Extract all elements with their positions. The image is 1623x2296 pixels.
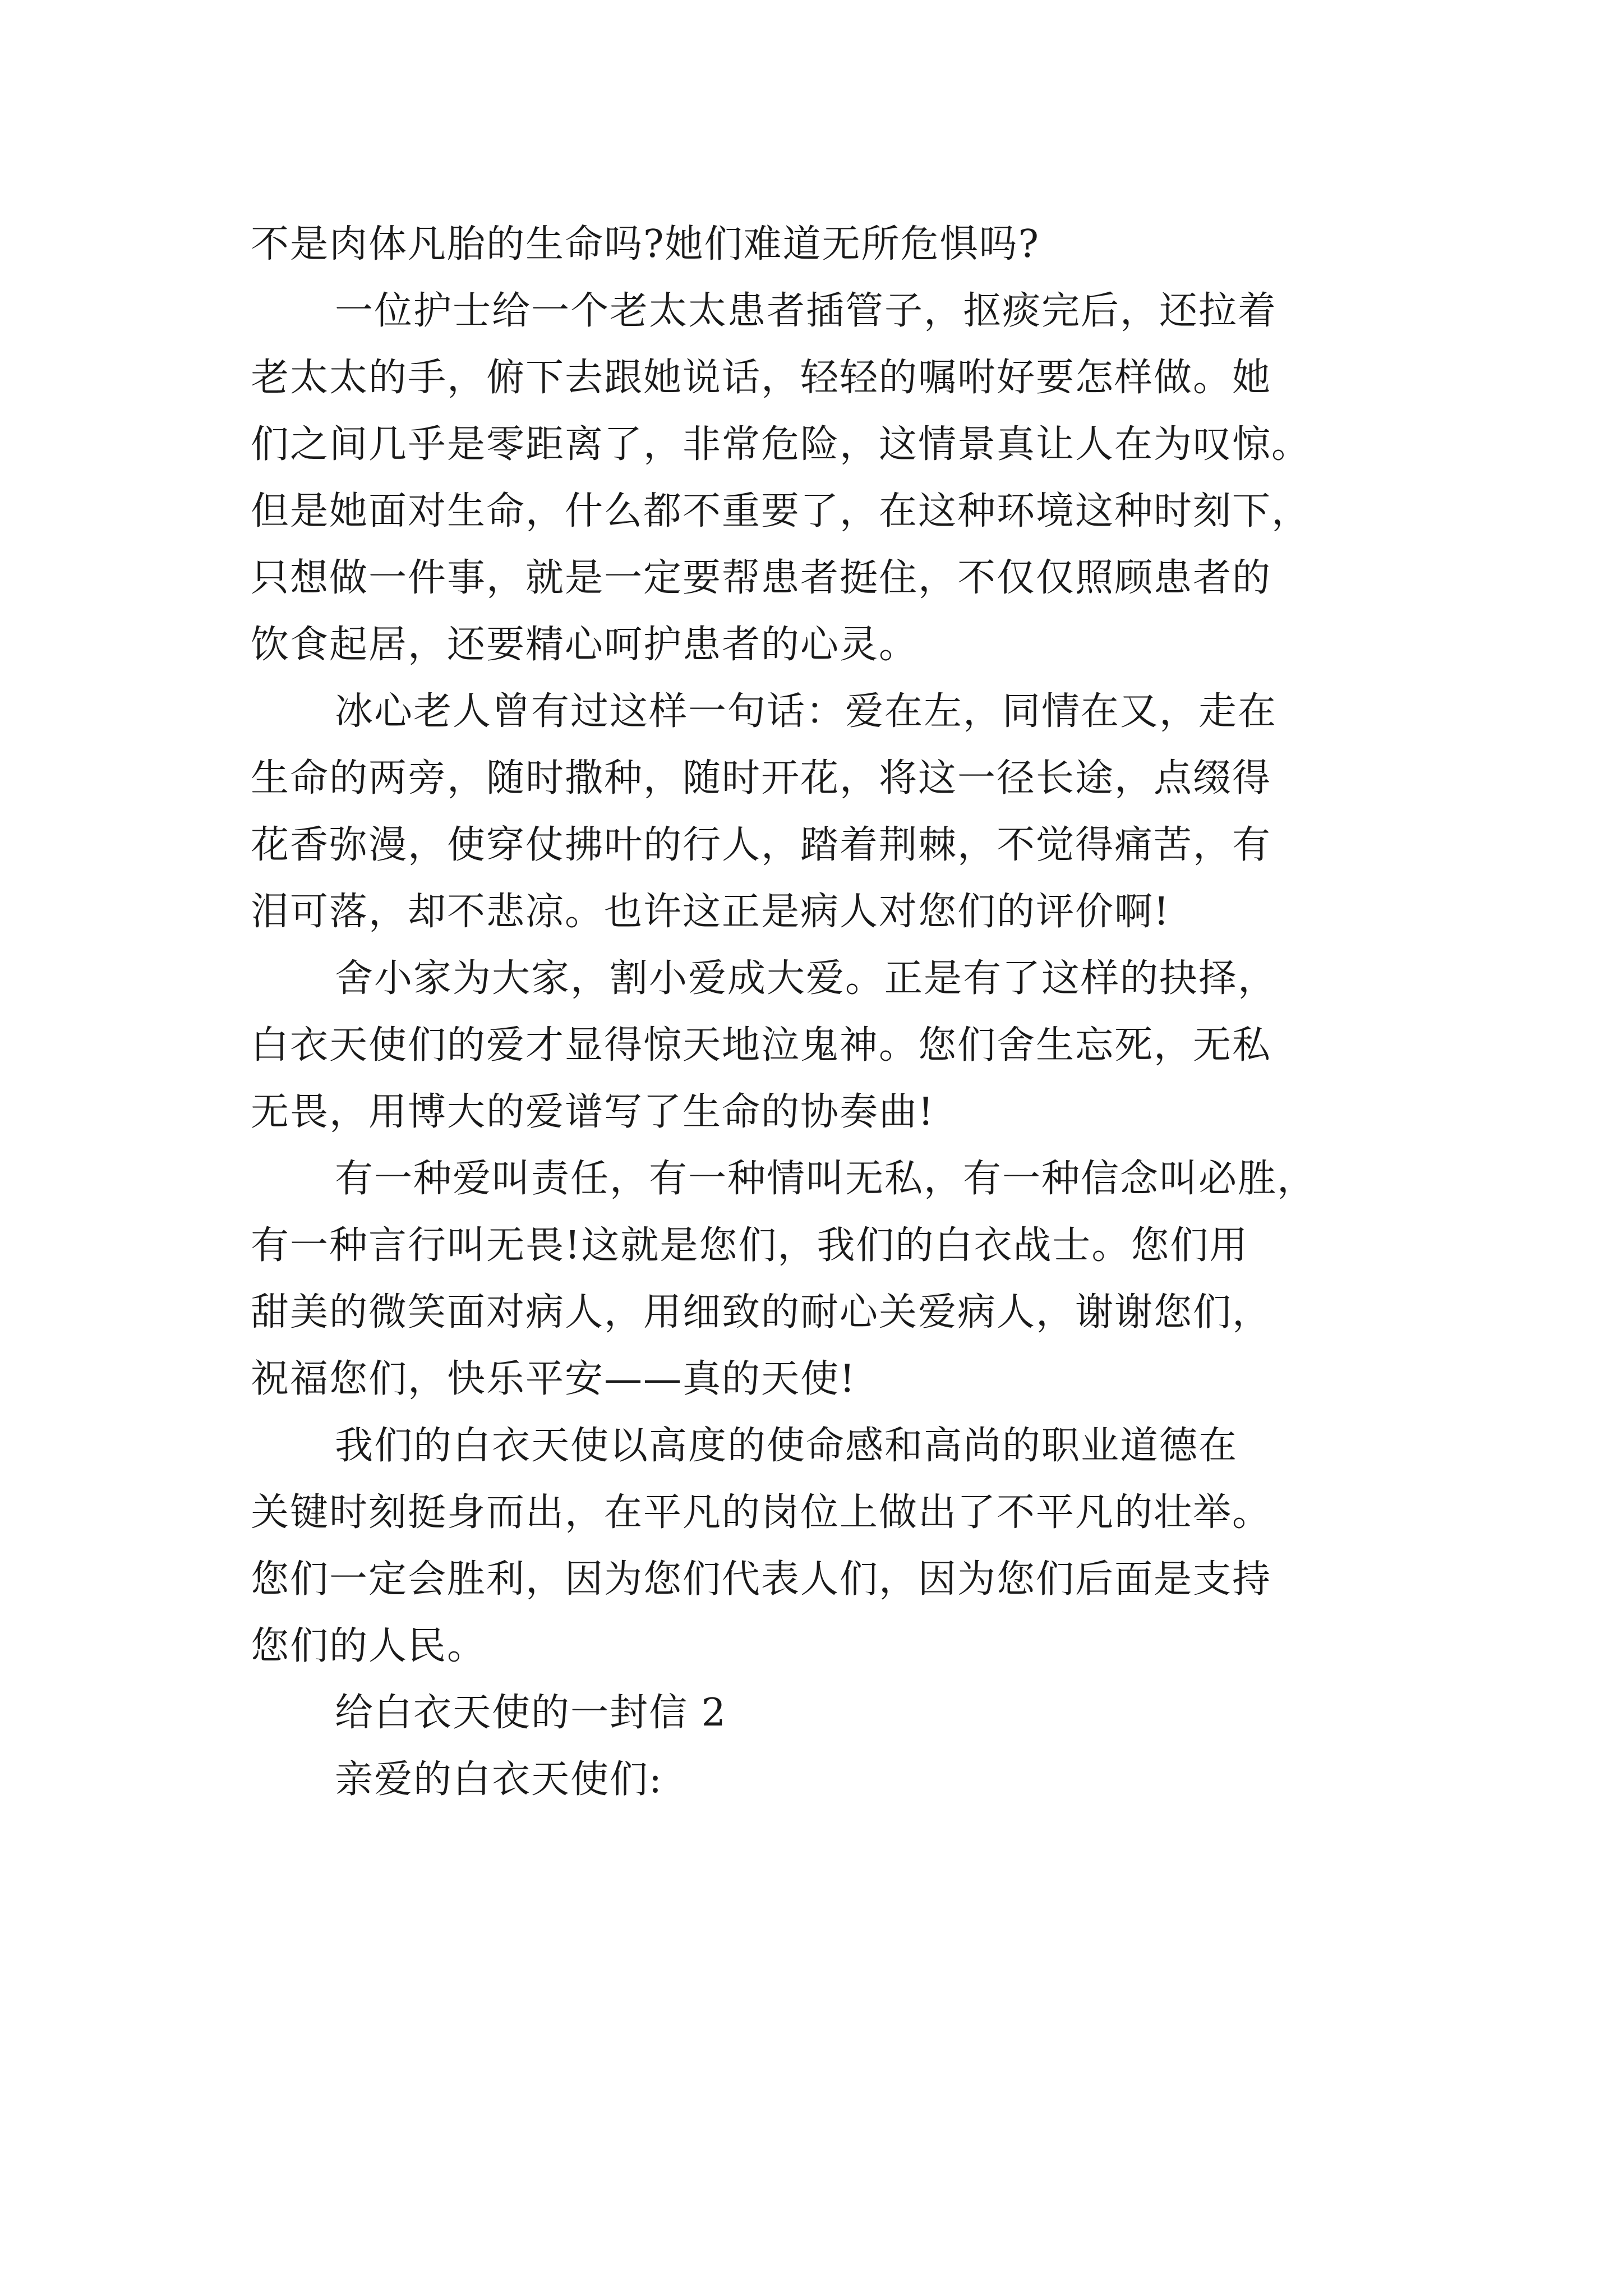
text-line: 您们一定会胜利，因为您们代表人们，因为您们后面是支持 xyxy=(251,1557,1272,1602)
text-line: 一位护士给一个老太太患者插管子，抠痰完后，还拉着 xyxy=(335,289,1278,333)
text-line: 泪可落，却不悲凉。也许这正是病人对您们的评价啊! xyxy=(251,890,1170,934)
text-line: 们之间几乎是零距离了，非常危险，这情景真让人在为叹惊。 xyxy=(251,422,1311,467)
section-heading: 给白衣天使的一封信 2 xyxy=(335,1691,727,1735)
text-line: 冰心老人曾有过这样一句话：爱在左，同情在又，走在 xyxy=(335,689,1278,734)
salutation: 亲爱的白衣天使们: xyxy=(335,1757,663,1802)
text-line: 但是她面对生命，什么都不重要了，在这种环境这种时刻下， xyxy=(251,489,1311,533)
text-line: 祝福您们，快乐平安——真的天使! xyxy=(251,1357,856,1401)
text-line: 您们的人民。 xyxy=(251,1624,487,1668)
text-line: 我们的白衣天使以高度的使命感和高尚的职业道德在 xyxy=(335,1424,1238,1468)
text-line: 不是肉体凡胎的生命吗?她们难道无所危惧吗? xyxy=(251,222,1040,266)
text-line: 生命的两旁，随时撒种，随时开花，将这一径长途，点缀得 xyxy=(251,756,1272,800)
text-line: 无畏，用博大的爱谱写了生命的协奏曲! xyxy=(251,1090,935,1134)
text-line: 花香弥漫，使穿仗拂叶的行人，踏着荆棘，不觉得痛苦，有 xyxy=(251,823,1272,867)
document-body xyxy=(251,211,1372,1813)
text-line: 舍小家为大家，割小爱成大爱。正是有了这样的抉择， xyxy=(335,956,1278,1001)
text-line: 有一种爱叫责任，有一种情叫无私，有一种信念叫必胜， xyxy=(335,1157,1317,1201)
text-line: 白衣天使们的爱才显得惊天地泣鬼神。您们舍生忘死，无私 xyxy=(251,1023,1272,1068)
text-line: 关键时刻挺身而出，在平凡的岗位上做出了不平凡的壮举。 xyxy=(251,1490,1272,1535)
text-line: 有一种言行叫无畏!这就是您们，我们的白衣战士。您们用 xyxy=(251,1223,1249,1268)
text-line: 甜美的微笑面对病人，用细致的耐心关爱病人，谢谢您们， xyxy=(251,1290,1272,1335)
text-line: 老太太的手，俯下去跟她说话，轻轻的嘱咐好要怎样做。她 xyxy=(251,356,1272,400)
text-line: 饮食起居，还要精心呵护患者的心灵。 xyxy=(251,623,919,667)
text-line: 只想做一件事，就是一定要帮患者挺住，不仅仅照顾患者的 xyxy=(251,556,1272,600)
